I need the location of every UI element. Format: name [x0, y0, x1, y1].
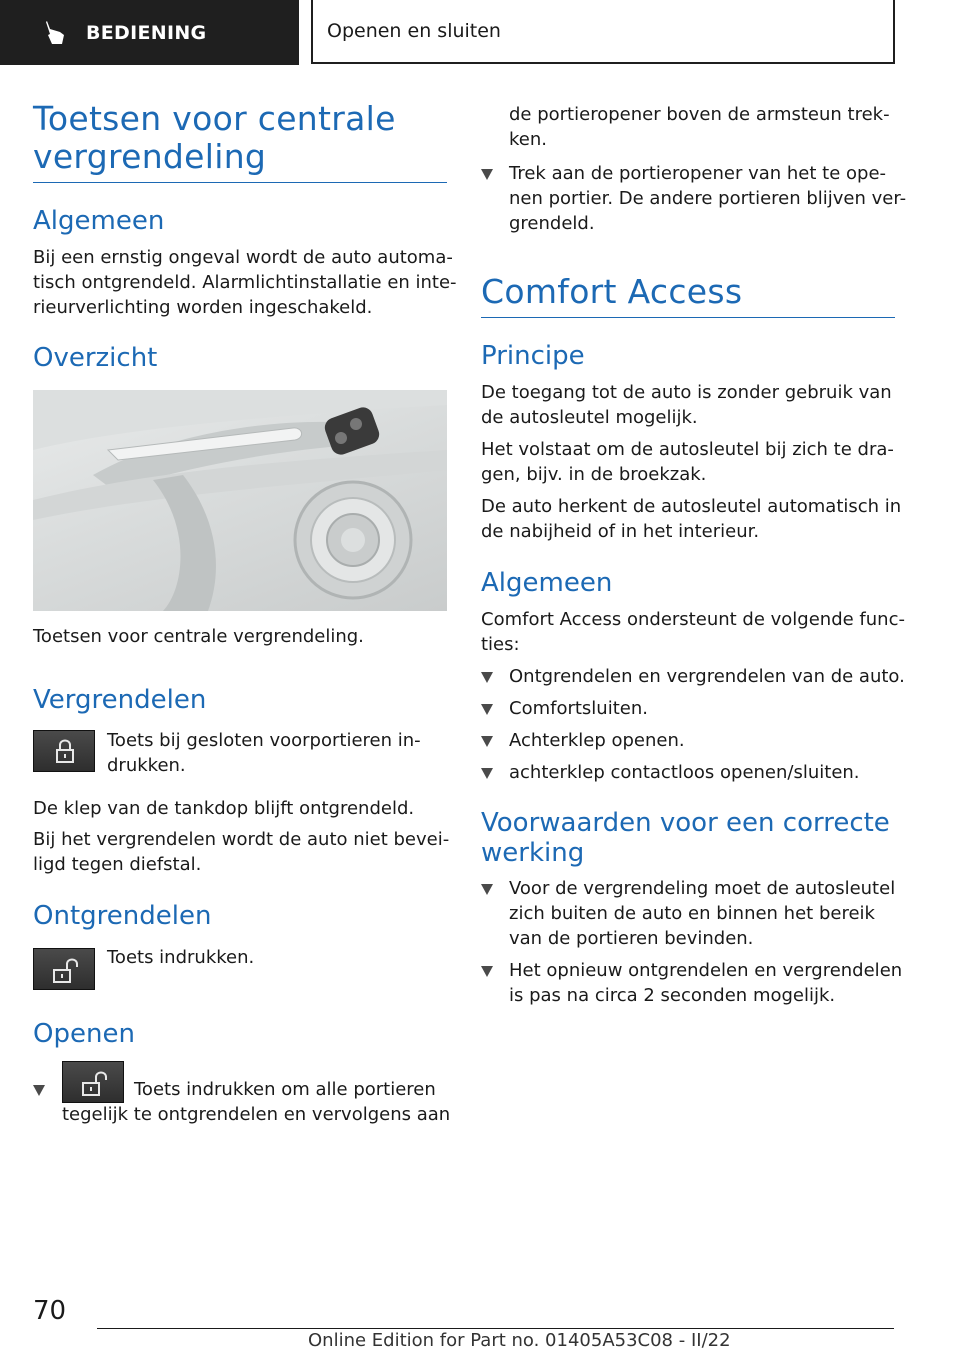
heading-algemeen-right: Algemeen [481, 568, 613, 598]
vergrendelen-p2-line2: ligd tegen diefstal. [33, 854, 202, 875]
header-section-tab [0, 0, 299, 65]
heading-voorwaarden-line2: werking [481, 838, 585, 868]
heading-openen: Openen [33, 1019, 135, 1049]
vergrendelen-key-line2: drukken. [107, 755, 186, 776]
principe-p2-line2: gen, bijv. in de broekzak. [481, 464, 707, 485]
voorwaarden-b1-line3: van de portieren bevinden. [509, 928, 754, 949]
header-chapter-tab [311, 0, 895, 64]
heading-principe: Principe [481, 341, 585, 371]
cont-bullet-line3: grendeld. [509, 213, 595, 234]
page-title-line1: Toetsen voor centrale [33, 99, 396, 138]
vergrendelen-key-line1: Toets bij gesloten voorportieren in- [107, 730, 421, 751]
voorwaarden-b1-line1: Voor de vergrendeling moet de autosleutel [509, 878, 896, 899]
algemeen-intro-line1: Comfort Access ondersteunt de volgende func- [481, 609, 905, 630]
unlock-key-image [33, 948, 95, 990]
bullet-triangle-icon [481, 169, 493, 180]
page-title-line2: vergrendeling [33, 137, 267, 176]
unlock-icon [34, 949, 96, 991]
list-item-text: Ontgrendelen en vergrendelen van de auto. [509, 666, 905, 687]
algemeen-intro-line2: ties: [481, 634, 520, 655]
title-rule [33, 182, 447, 183]
bullet-triangle-icon [481, 966, 493, 977]
heading-vergrendelen: Vergrendelen [33, 685, 207, 715]
list-item-text: achterklep contactloos openen/sluiten. [509, 762, 860, 783]
openen-bullet-line2: tegelijk te ontgrendelen en vervolgens aan [62, 1104, 451, 1125]
principe-p3-line2: de nabijheid of in het interieur. [481, 521, 760, 542]
vergrendelen-p2-line1: Bij het vergrendelen wordt de auto niet bevei- [33, 829, 450, 850]
hand-pointer-icon [38, 18, 68, 48]
comfort-access-title: Comfort Access [481, 272, 743, 311]
vergrendelen-p1: De klep van de tankdop blijft ontgrendeld. [33, 798, 415, 819]
voorwaarden-b2-line2: is pas na circa 2 seconden mogelijk. [509, 985, 836, 1006]
lock-key-image [33, 730, 95, 772]
bullet-triangle-icon [481, 768, 493, 779]
openen-bullet-line1: Toets indrukken om alle portieren [134, 1079, 436, 1100]
bullet-triangle-icon [33, 1085, 45, 1096]
bullet-triangle-icon [481, 736, 493, 747]
bullet-triangle-icon [481, 672, 493, 683]
heading-ontgrendelen: Ontgrendelen [33, 901, 212, 931]
heading-voorwaarden-line1: Voorwaarden voor een correcte [481, 808, 890, 838]
bullet-triangle-icon [481, 704, 493, 715]
list-item-text: Comfortsluiten. [509, 698, 648, 719]
list-item [481, 759, 860, 786]
cont-bullet-line1: Trek aan de portieropener van het te ope- [509, 163, 887, 184]
heading-algemeen: Algemeen [33, 206, 165, 236]
cont-bullet-line2: nen portier. De andere portieren blijven ver- [509, 188, 907, 209]
comfort-title-rule [481, 317, 895, 318]
openen-bullet [33, 1076, 45, 1096]
page-number: 70 [33, 1296, 67, 1326]
header-section-label: BEDIENING [86, 21, 207, 44]
cont-line2: ken. [509, 129, 547, 150]
photo-caption: Toetsen voor centrale vergrendeling. [33, 626, 364, 647]
lock-icon [34, 731, 96, 773]
principe-p1-line1: De toegang tot de auto is zonder gebruik van [481, 382, 892, 403]
openen-unlock-key-image [62, 1061, 124, 1103]
principe-p2-line1: Het volstaat om de autosleutel bij zich te dra- [481, 439, 894, 460]
list-item [481, 663, 905, 690]
unlock-icon [63, 1062, 125, 1104]
list-item [481, 727, 685, 754]
principe-p3-line1: De auto herkent de autosleutel automatisch in [481, 496, 902, 517]
bullet-triangle-icon [481, 884, 493, 895]
algemeen-line3: rieurverlichting worden ingeschakeld. [33, 297, 373, 318]
list-item-text: Achterklep openen. [509, 730, 685, 751]
ontgrendelen-key-text: Toets indrukken. [107, 947, 255, 968]
list-item [481, 695, 648, 722]
header-chapter-label: Openen en sluiten [327, 20, 501, 42]
footer-rule [97, 1328, 894, 1329]
heading-overzicht: Overzicht [33, 343, 158, 373]
principe-p1-line2: de autosleutel mogelijk. [481, 407, 698, 428]
voorwaarden-bullet-2 [481, 957, 493, 977]
cont-bullet [481, 160, 493, 180]
footer-edition: Online Edition for Part no. 01405A53C08 - II/22 [308, 1330, 731, 1351]
cont-line1: de portieropener boven de armsteun trek- [509, 104, 890, 125]
door-panel-photo [33, 390, 447, 611]
voorwaarden-b2-line1: Het opnieuw ontgrendelen en vergrendelen [509, 960, 903, 981]
algemeen-line2: tisch ontgrendeld. Alarmlichtinstallatie en inte- [33, 272, 457, 293]
voorwaarden-bullet-1 [481, 875, 493, 895]
voorwaarden-b1-line2: zich buiten de auto en binnen het bereik [509, 903, 875, 924]
algemeen-line1: Bij een ernstig ongeval wordt de auto automa- [33, 247, 453, 268]
